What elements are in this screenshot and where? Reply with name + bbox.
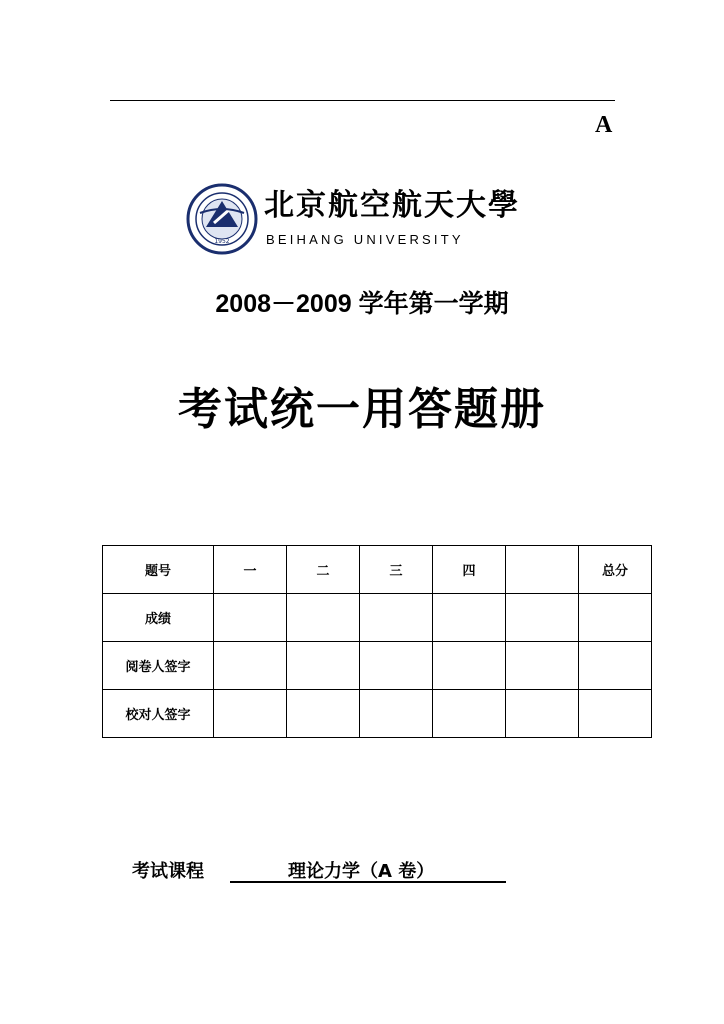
signature-cell[interactable]	[360, 690, 433, 738]
row-label-score: 成绩	[103, 594, 214, 642]
signature-cell[interactable]	[579, 690, 652, 738]
signature-cell[interactable]	[214, 690, 287, 738]
university-name-english: BEIHANG UNIVERSITY	[266, 232, 464, 247]
score-cell[interactable]	[433, 594, 506, 642]
signature-cell[interactable]	[433, 690, 506, 738]
header-question-1: 一	[214, 546, 287, 594]
score-cell[interactable]	[287, 594, 360, 642]
exam-course	[132, 857, 552, 887]
score-table	[102, 545, 652, 738]
score-table-header-row	[103, 546, 652, 594]
header-total: 总分	[579, 546, 652, 594]
svg-text:1952: 1952	[214, 238, 230, 245]
score-cell[interactable]	[506, 594, 579, 642]
booklet-title: 考试统一用答题册	[178, 384, 546, 435]
header-question-4: 四	[433, 546, 506, 594]
signature-cell[interactable]	[506, 690, 579, 738]
header-question-number: 题号	[103, 546, 214, 594]
signature-cell[interactable]	[287, 642, 360, 690]
university-logo	[186, 183, 526, 255]
score-table-row	[103, 690, 652, 738]
score-table-row	[103, 594, 652, 642]
signature-cell[interactable]	[506, 642, 579, 690]
academic-term: 2008－2009 学年第一学期	[215, 290, 509, 318]
score-cell[interactable]	[214, 594, 287, 642]
header-question-3: 三	[360, 546, 433, 594]
row-label-checker-signature: 校对人签字	[103, 690, 214, 738]
paper-variant-letter: A	[595, 112, 613, 138]
header-rule	[110, 100, 615, 101]
university-seal-icon	[186, 183, 258, 255]
score-table-row	[103, 642, 652, 690]
header-question-2: 二	[287, 546, 360, 594]
row-label-grader-signature: 阅卷人签字	[103, 642, 214, 690]
score-cell[interactable]	[579, 594, 652, 642]
course-label: 考试课程	[132, 861, 204, 882]
score-cell[interactable]	[360, 594, 433, 642]
signature-cell[interactable]	[579, 642, 652, 690]
signature-cell[interactable]	[287, 690, 360, 738]
signature-cell[interactable]	[214, 642, 287, 690]
course-name: 理论力学（A 卷）	[288, 861, 435, 882]
university-name-chinese: 北京航空航天大學	[264, 188, 520, 223]
signature-cell[interactable]	[360, 642, 433, 690]
signature-cell[interactable]	[433, 642, 506, 690]
header-blank	[506, 546, 579, 594]
